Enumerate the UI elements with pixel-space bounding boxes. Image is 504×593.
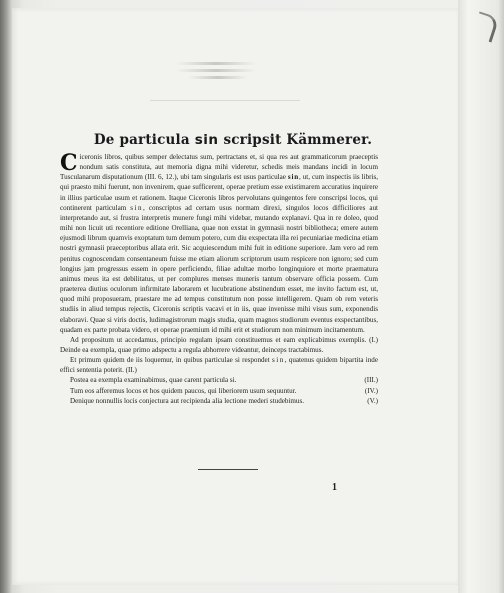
document-body bbox=[60, 152, 378, 406]
paragraph-intro bbox=[60, 152, 378, 335]
list-item bbox=[60, 375, 378, 385]
paragraph-text: Et primum quidem de iis loquemur, in quibus particulae si respondet bbox=[70, 356, 270, 365]
bleed-through-mark bbox=[188, 76, 248, 79]
list-item-number: (III.) bbox=[364, 376, 378, 385]
spaced-word: sin bbox=[130, 203, 144, 212]
list-item-text: Denique nonnullis locis conjectura aut recipienda alia lectione mederi studebimus. bbox=[70, 396, 305, 405]
paragraph-text: , ut, cum inspectis iis libris, qui praesto mihi fuerunt, non invenirem, quae sufficerent, operae pretium esse existimarem accuratius inquirere in illius particulae usum et rationem. Itaque Ciceronis libros pervolutans quingentos fere conscripsi locos, qui continerent particulam bbox=[60, 173, 378, 212]
bleed-through-line bbox=[150, 100, 300, 101]
page-number: 1 bbox=[332, 482, 337, 493]
outline-list bbox=[60, 375, 378, 405]
paragraph-plan bbox=[60, 335, 378, 355]
list-item bbox=[60, 386, 378, 396]
list-item-number: (IV.) bbox=[364, 386, 378, 395]
paragraph-text: , quatenus quidem bipartita inde effici sententia poterit. (II.) bbox=[60, 356, 379, 375]
title-suffix: scripsit Kämmerer. bbox=[223, 132, 373, 148]
spaced-word: sin bbox=[271, 356, 285, 365]
drop-cap: C bbox=[60, 150, 78, 176]
page-right-edge bbox=[458, 0, 504, 593]
list-item-number: (V.) bbox=[367, 396, 378, 405]
list-item-text: Tum eos afferemus locos et hos quidem paucos, qui liberiorem usum sequuntur. bbox=[70, 386, 297, 395]
paragraph-first-part bbox=[60, 355, 378, 375]
title-prefix: De particula bbox=[93, 132, 190, 148]
bleed-through-mark bbox=[176, 62, 256, 65]
title-word: sin bbox=[194, 132, 219, 148]
bleed-through-mark bbox=[176, 69, 256, 72]
paragraph-text: Ad propositum ut accedamus, principio regulam ipsam constituemus et eam explicabimus exemplis. (I.) Deinde ea exempla, quae primo adspectu a regula abhorrere videantur, deinceps tractabimus. bbox=[60, 335, 378, 354]
document-title bbox=[60, 132, 406, 148]
list-item-text: Postea ea exempla examinabimus, quae carent particula si. bbox=[70, 376, 237, 385]
paragraph-text: iceronis libros, quibus semper delectatus sum, pertractans et, si qua res aut grammaticorum praeceptis nondum satis constituta, aut memoria digna mihi videretur, schedis meis mandans incidi in locum Tusculanarum disputationum (III. 6, 12.), ubi tam singularis est usus particulae bbox=[60, 153, 378, 182]
list-item bbox=[60, 396, 378, 406]
emphasized-word: sin bbox=[287, 173, 299, 182]
paragraph-text: , conscriptos ad certam usus normam direxi, singulos locos difficiliores aut interpretando aut, si frustra interpretis munere fungi mihi videbar, mutando explanavi. Qua in re doleo, quod mihi non licuit uti recentiore editione Orelliana, quae non exstat in gymnasii nostri bibliotheca; emere autem ejusmodi librum quamvis exoptatum tum demum potero, cum diu exspectata illa rei pecuniariae medicina etiam nostri gymnasii praeceptoribus allata erit. Sic acquiescendum mihi fuit in editione superiore. Jam vero ad rem penitus cognoscendam consentaneum fuisse me etiam aliorum scriptorum usum respicere non ignoro; sed cum longius jam progressus essem in opere perficiendo, filiae adultae morbo longinquiore et morte praematura animus meus ita est debilitatus, ut per complures menses muneris tantum observare officia possem. Cum praeterea diutius oculorum infirmitate laborarem et lucubratione abstinendum esset, me invito factum est, ut, quod mihi proposueram, praestare me ad tempus constitutum non posse intelligerem. Quam ob rem veteris studiis in aliud tempus rejectis, Ciceronis scriptis vacavi et in iis, quae invenisse mihi visus sum, exponendis elaboravi. Quae si viris doctis, ludimagistrorum magis studia, quam magnos studiorum eventus exspectantibus, quadam ex parte probata videro, et operae praemium id mihi erit et studiorum non minimum incitamentum. bbox=[60, 203, 379, 334]
horizontal-rule bbox=[198, 469, 258, 470]
